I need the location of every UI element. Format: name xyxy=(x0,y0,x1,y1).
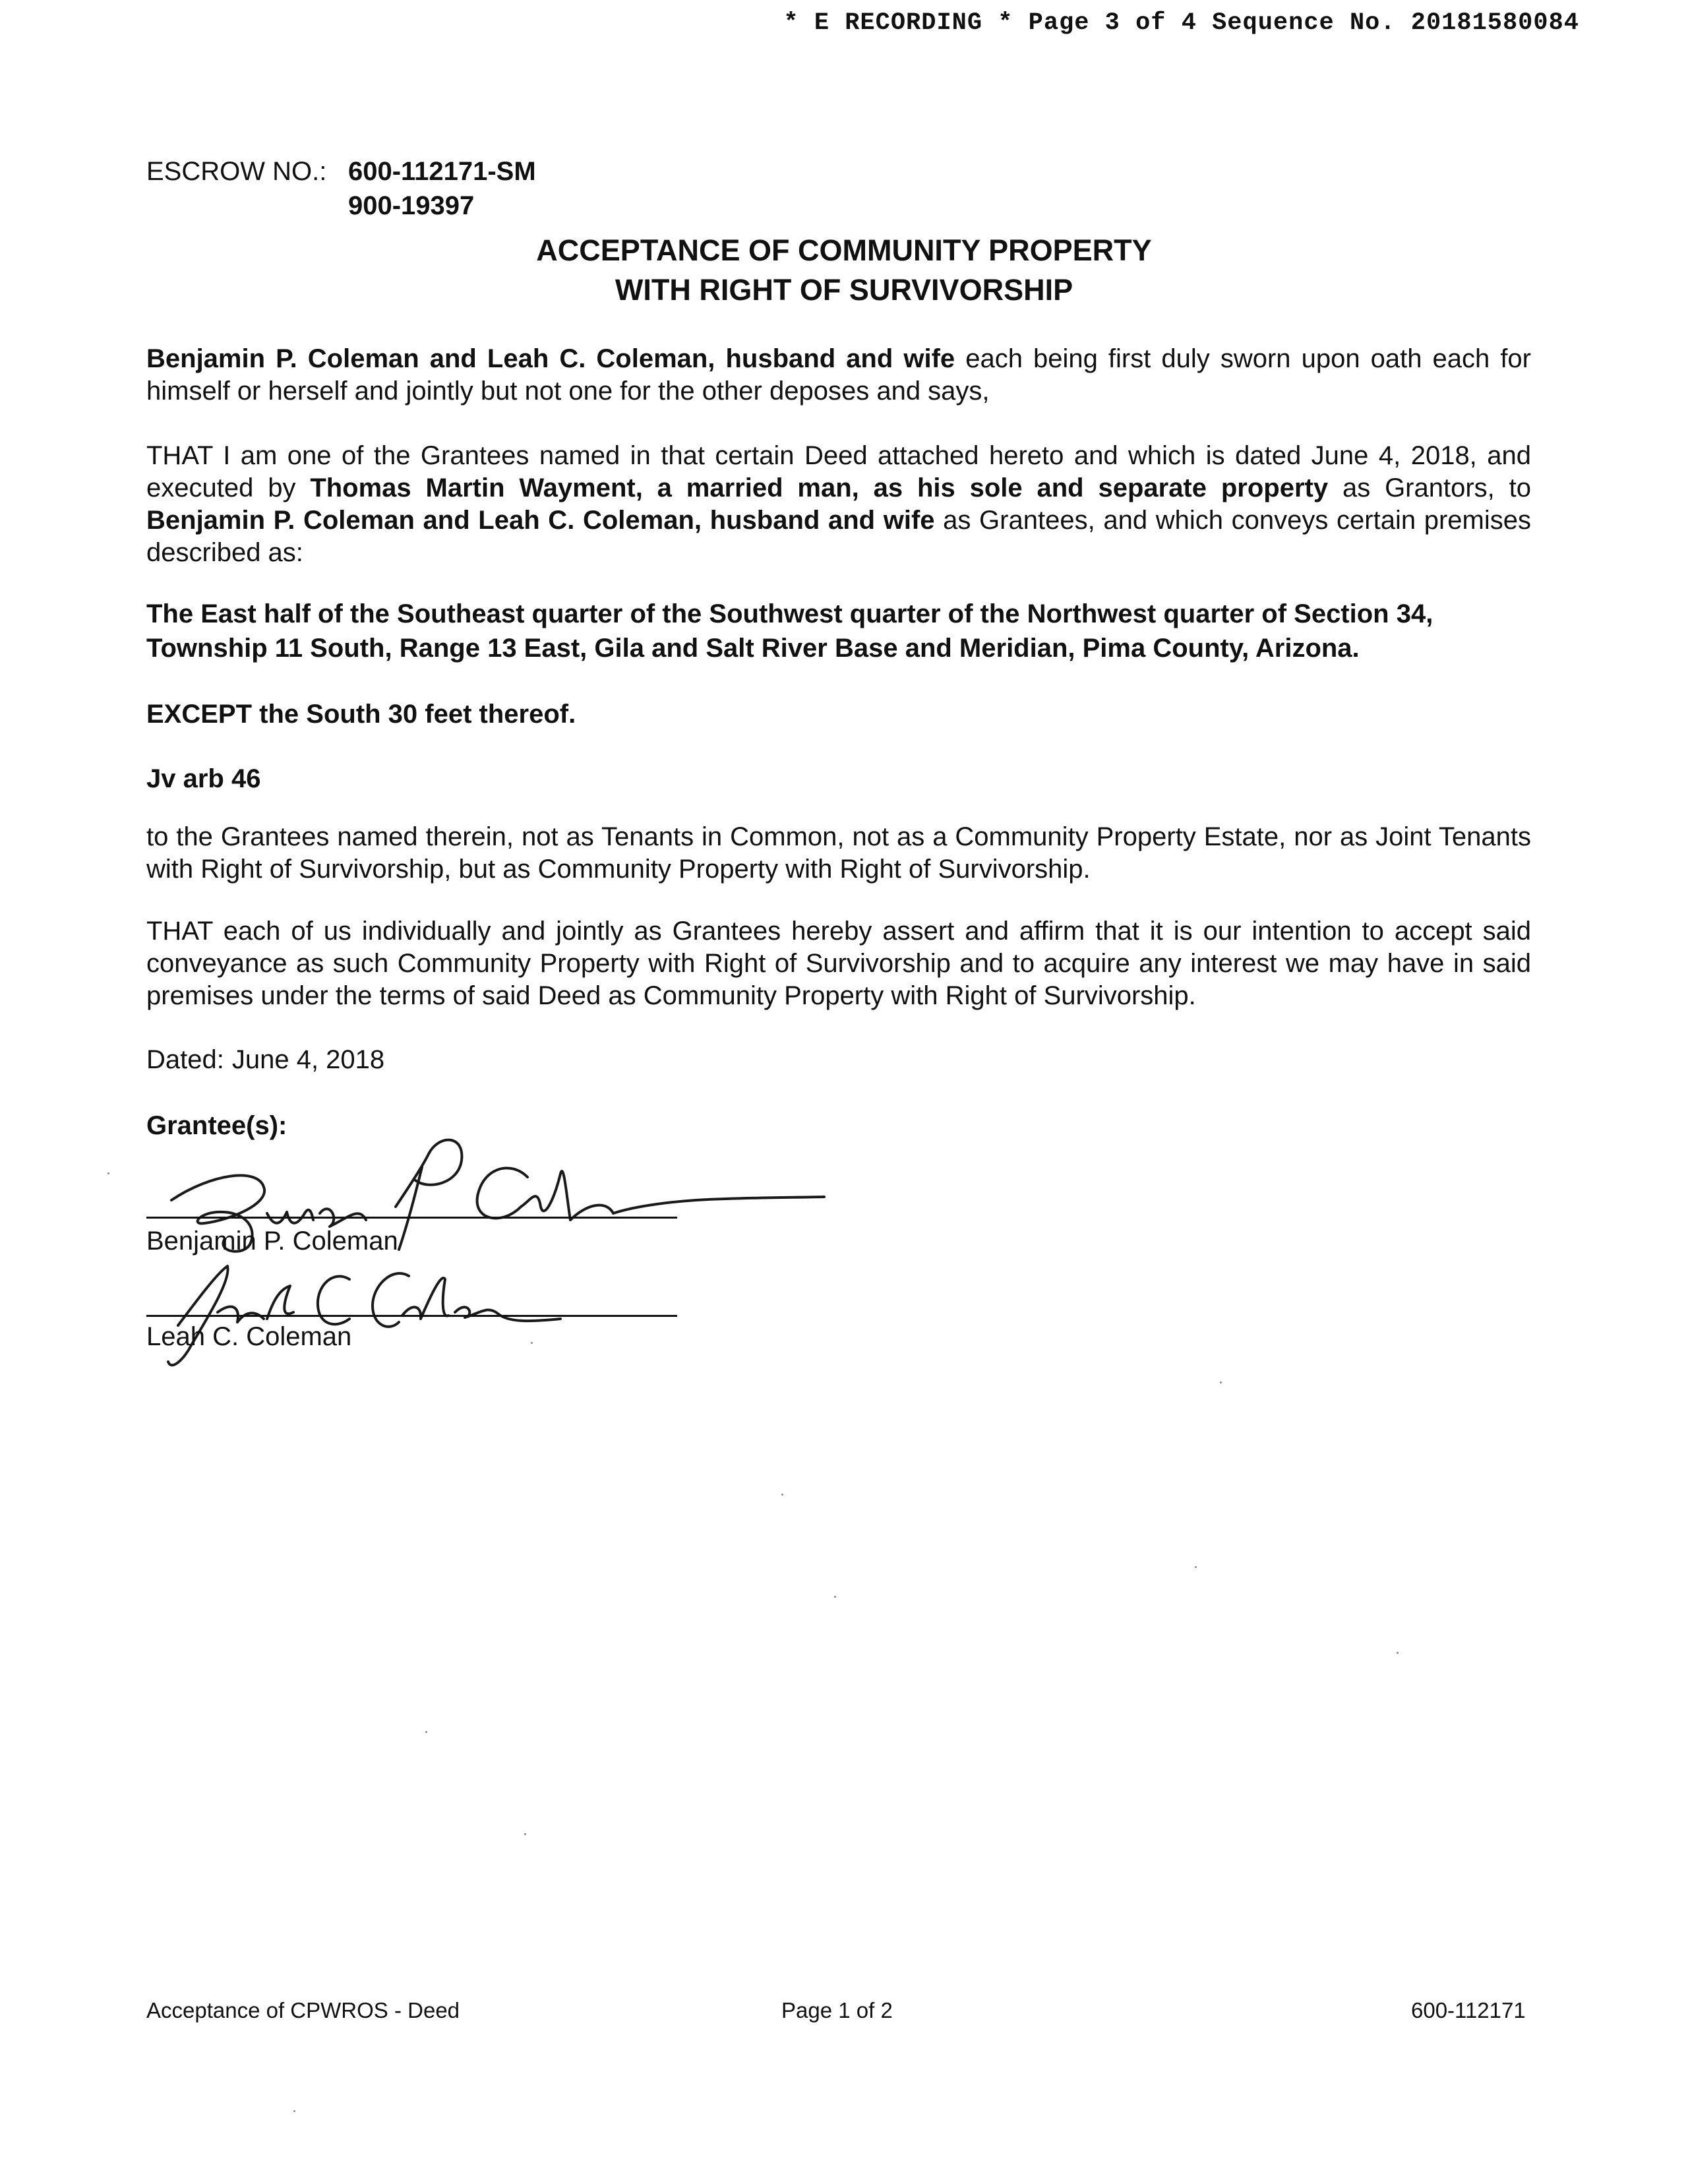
signature-line-leah xyxy=(146,1315,677,1317)
grantees-label: Grantee(s): xyxy=(146,1111,287,1140)
grantee-names-2: Benjamin P. Coleman and Leah C. Coleman, husband and wife xyxy=(146,506,935,535)
parcel-code: Jv arb 46 xyxy=(146,764,261,793)
dated-line xyxy=(146,1045,384,1075)
signer-name-leah: Leah C. Coleman xyxy=(146,1322,352,1351)
scan-speck xyxy=(425,1731,427,1733)
document-title xyxy=(0,231,1688,310)
grantor-names: Thomas Martin Wayment, a married man, as his sole and separate property xyxy=(310,473,1329,502)
affidavit-intro-text: each being first duly sworn upon oath each for himself or herself and jointly but not one for the other deposes and says, xyxy=(146,344,1531,406)
leah-signature xyxy=(132,1240,659,1372)
title-line-1: ACCEPTANCE OF COMMUNITY PROPERTY xyxy=(536,233,1152,267)
footer-document-name: Acceptance of CPWROS - Deed xyxy=(146,1998,460,2022)
signer-name-benjamin: Benjamin P. Coleman xyxy=(146,1227,398,1256)
recording-header: * E RECORDING * Page 3 of 4 Sequence No. 20181580084 xyxy=(783,9,1579,37)
affidavit-intro xyxy=(146,343,1531,408)
dated-label: Dated: xyxy=(146,1045,224,1074)
signature-line-benjamin xyxy=(146,1217,677,1219)
footer-page-number: Page 1 of 2 xyxy=(781,1998,893,2022)
scan-speck xyxy=(781,1494,783,1496)
legal-exception: EXCEPT the South 30 feet thereof. xyxy=(146,700,576,729)
scan-speck xyxy=(1397,1652,1399,1654)
tenancy-paragraph: to the Grantees named therein, not as Tenants in Common, not as a Community Property Estate, nor as Joint Tenants with Right of Survivorship, but as Community Property with Right of Survivorship. xyxy=(146,822,1531,884)
escrow-label: ESCROW NO.: xyxy=(146,157,327,186)
footer-escrow-number: 600-112171 xyxy=(1411,1998,1526,2022)
scan-speck xyxy=(1195,1566,1197,1568)
legal-description: The East half of the Southeast quarter of the Southwest quarter of the Northwest quarter of Section 34, Township 11 South, Range 13 East, Gila and Salt River Base and Meridian, Pima County, Arizona. xyxy=(146,599,1433,663)
deed-reference-text-3: as Grantees, and which conveys certain premises described as: xyxy=(146,506,1532,567)
deed-reference-text-2: as Grantors, to xyxy=(1328,473,1531,502)
dated-value: June 4, 2018 xyxy=(231,1045,385,1074)
deed-reference-text-1: THAT I am one of the Grantees named in that certain Deed attached hereto and which is dated June 4, 2018, and executed by xyxy=(146,441,1531,502)
scan-speck xyxy=(834,1596,836,1598)
affirmation-paragraph: THAT each of us individually and jointly as Grantees hereby assert and affirm that it is our intention to accept said conveyance as such Community Property with Right of Survivorship and to acquire any interest we may have in said premises under the terms of said Deed as Community Property with Right of Survivorship. xyxy=(146,917,1531,1010)
deed-reference-paragraph xyxy=(146,440,1531,569)
scan-speck xyxy=(293,2110,295,2112)
scan-speck xyxy=(524,1833,526,1835)
scan-speck xyxy=(531,1342,533,1344)
scan-speck xyxy=(107,1172,109,1174)
escrow-block xyxy=(146,154,536,223)
escrow-number-secondary: 900-19397 xyxy=(348,191,475,220)
escrow-number: 600-112171-SM xyxy=(348,157,536,186)
scan-speck xyxy=(1220,1381,1222,1383)
title-line-2: WITH RIGHT OF SURVIVORSHIP xyxy=(615,273,1073,307)
grantee-names: Benjamin P. Coleman and Leah C. Coleman, husband and wife xyxy=(146,344,955,373)
